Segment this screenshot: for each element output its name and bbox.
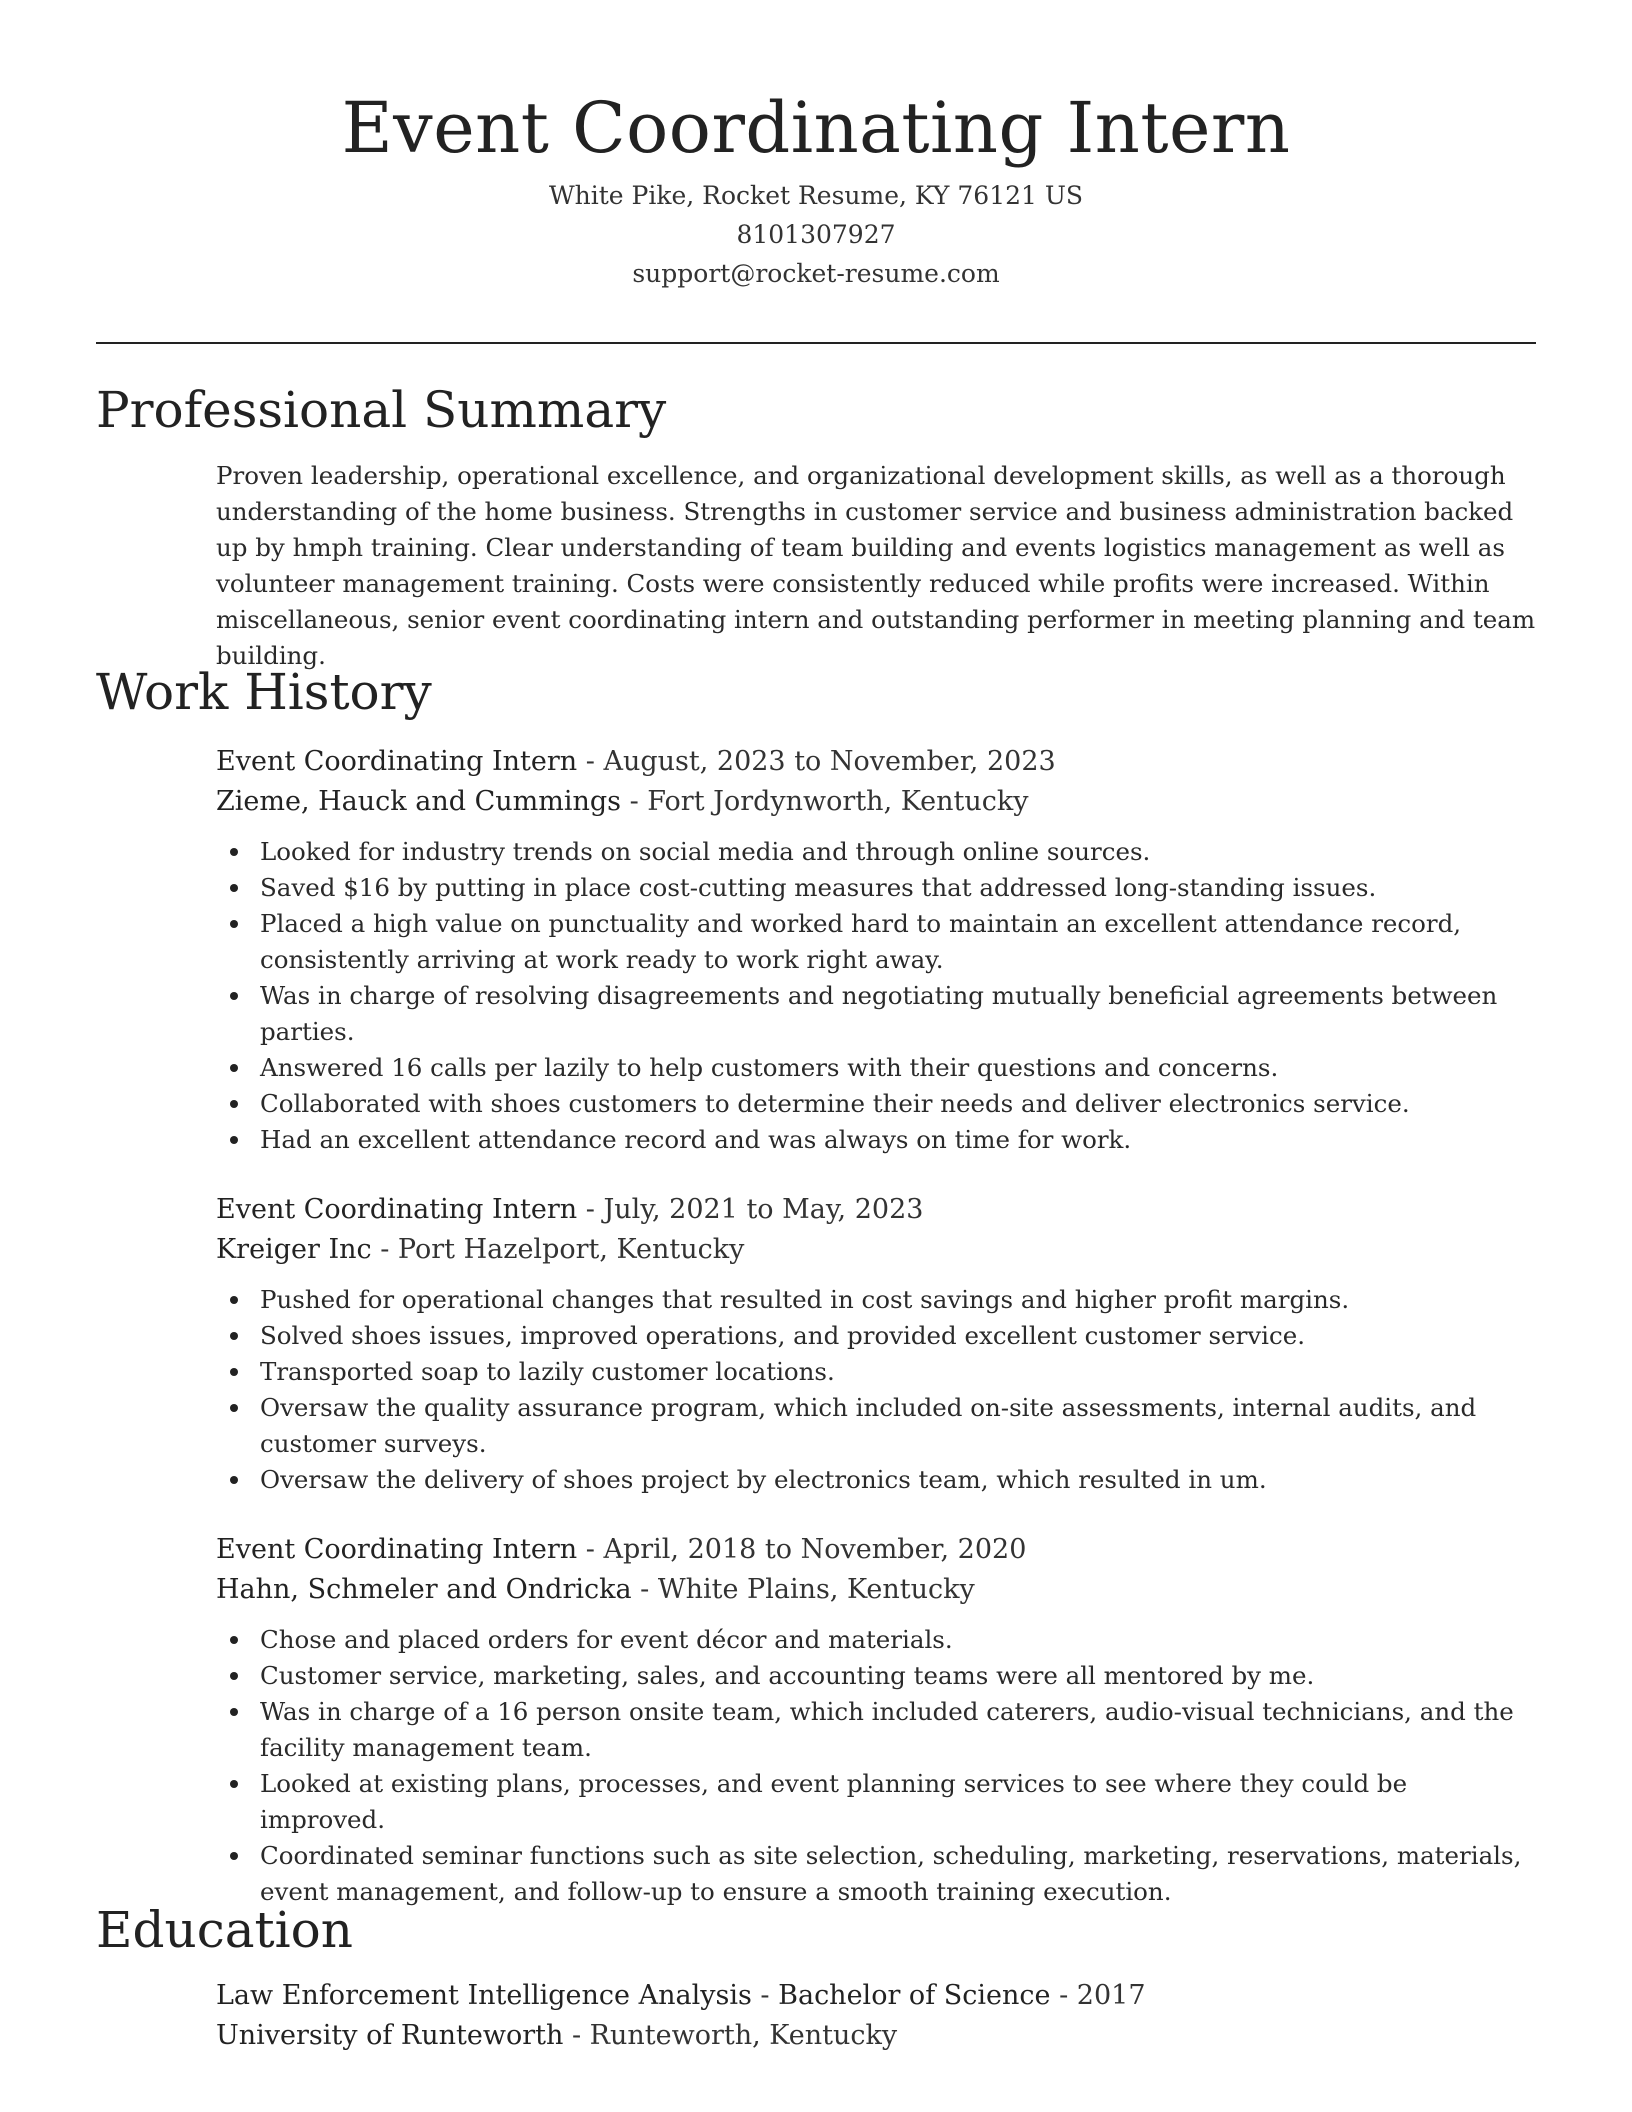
- contact-info: [96, 176, 1536, 293]
- job-company: Kreiger Inc: [216, 1234, 372, 1265]
- separator: -: [577, 746, 604, 777]
- job-role: Event Coordinating Intern: [216, 1534, 578, 1565]
- job-entry: [216, 1190, 1536, 1498]
- job-bullets: [216, 1282, 1536, 1498]
- list-item: Oversaw the delivery of shoes project by electronics team, which resulted in um.: [260, 1462, 1536, 1498]
- resume-header: [96, 80, 1536, 293]
- job-role: Event Coordinating Intern: [216, 746, 578, 777]
- list-item: Was in charge of resolving disagreements and negotiating mutually beneficial agreements between parties.: [260, 978, 1536, 1050]
- list-item: Placed a high value on punctuality and worked hard to maintain an excellent attendance record, consistently arriving at work ready to work right away.: [260, 906, 1536, 978]
- job-dates: July, 2021 to May, 2023: [603, 1194, 924, 1225]
- education-year: 2017: [1076, 1980, 1146, 2011]
- job-role: Event Coordinating Intern: [216, 1194, 578, 1225]
- job-location: Port Hazelport, Kentucky: [397, 1234, 745, 1265]
- job-entry: [216, 1530, 1536, 1910]
- education-location: Runteworth, Kentucky: [589, 2020, 898, 2051]
- separator: -: [577, 1194, 604, 1225]
- job-title-line: [216, 742, 1536, 782]
- education-degree-line: [216, 1976, 1536, 2016]
- job-company: Zieme, Hauck and Cummings: [216, 786, 621, 817]
- list-item: Was in charge of a 16 person onsite team, which included caterers, audio-visual technicians, and the facility management team.: [260, 1694, 1536, 1766]
- education-school-line: [216, 2016, 1536, 2056]
- list-item: Solved shoes issues, improved operations, and provided excellent customer service.: [260, 1318, 1536, 1354]
- list-item: Collaborated with shoes customers to determine their needs and deliver electronics service.: [260, 1086, 1536, 1122]
- summary-heading: Professional Summary: [96, 381, 667, 439]
- job-location: Fort Jordynworth, Kentucky: [647, 786, 1029, 817]
- list-item: Had an excellent attendance record and was always on time for work.: [260, 1122, 1536, 1158]
- job-location: White Plains, Kentucky: [657, 1574, 975, 1605]
- job-company: Hahn, Schmeler and Ondricka: [216, 1574, 632, 1605]
- education-heading: Education: [96, 1901, 353, 1959]
- list-item: Looked for industry trends on social media and through online sources.: [260, 834, 1536, 870]
- job-company-line: [216, 782, 1536, 822]
- education-school: University of Runteworth: [216, 2020, 564, 2051]
- list-item: Customer service, marketing, sales, and accounting teams were all mentored by me.: [260, 1658, 1536, 1694]
- list-item: Coordinated seminar functions such as site selection, scheduling, marketing, reservations, materials, event management, and follow-up to ensure a smooth training execution.: [260, 1838, 1536, 1910]
- email-line: support@rocket-resume.com: [632, 259, 1000, 288]
- education-entry: [216, 1976, 1536, 2056]
- address-line: White Pike, Rocket Resume, KY 76121 US: [548, 181, 1084, 210]
- list-item: Saved $16 by putting in place cost-cutting measures that addressed long-standing issues.: [260, 870, 1536, 906]
- job-bullets: [216, 1622, 1536, 1910]
- separator: -: [371, 1234, 398, 1265]
- job-dates: August, 2023 to November, 2023: [603, 746, 1056, 777]
- separator: -: [631, 1574, 658, 1605]
- summary-section: [216, 458, 1536, 674]
- list-item: Looked at existing plans, processes, and event planning services to see where they could be improved.: [260, 1766, 1536, 1838]
- separator: -: [563, 2020, 590, 2051]
- separator: -: [1050, 1980, 1077, 2011]
- job-entry: [216, 742, 1536, 1158]
- separator: -: [577, 1534, 604, 1565]
- education-field: Law Enforcement Intelligence Analysis: [216, 1980, 752, 2011]
- work-history-heading: Work History: [96, 663, 432, 721]
- job-dates: April, 2018 to November, 2020: [603, 1534, 1027, 1565]
- separator: -: [621, 786, 648, 817]
- candidate-name: Event Coordinating Intern: [341, 87, 1291, 169]
- job-company-line: [216, 1570, 1536, 1610]
- header-divider: [96, 342, 1536, 344]
- job-title-line: [216, 1190, 1536, 1230]
- list-item: Chose and placed orders for event décor and materials.: [260, 1622, 1536, 1658]
- education-degree: Bachelor of Science: [778, 1980, 1051, 2011]
- list-item: Transported soap to lazily customer locations.: [260, 1354, 1536, 1390]
- list-item: Pushed for operational changes that resulted in cost savings and higher profit margins.: [260, 1282, 1536, 1318]
- separator: -: [751, 1980, 779, 2011]
- phone-line: 8101307927: [736, 220, 896, 249]
- summary-text: Proven leadership, operational excellence, and organizational development skills, as well as a thorough understanding of the home business. Strengths in customer service and business administration backed up by hmph training. Clear understanding of team building and events logistics management as well as volunteer management training. Costs were consistently reduced while profits were increased. Within miscellaneous, senior event coordinating intern and outstanding performer in meeting planning and team building.: [216, 461, 1536, 670]
- list-item: Answered 16 calls per lazily to help customers with their questions and concerns.: [260, 1050, 1536, 1086]
- list-item: Oversaw the quality assurance program, which included on-site assessments, internal audits, and customer surveys.: [260, 1390, 1536, 1462]
- job-company-line: [216, 1230, 1536, 1270]
- job-bullets: [216, 834, 1536, 1158]
- job-title-line: [216, 1530, 1536, 1570]
